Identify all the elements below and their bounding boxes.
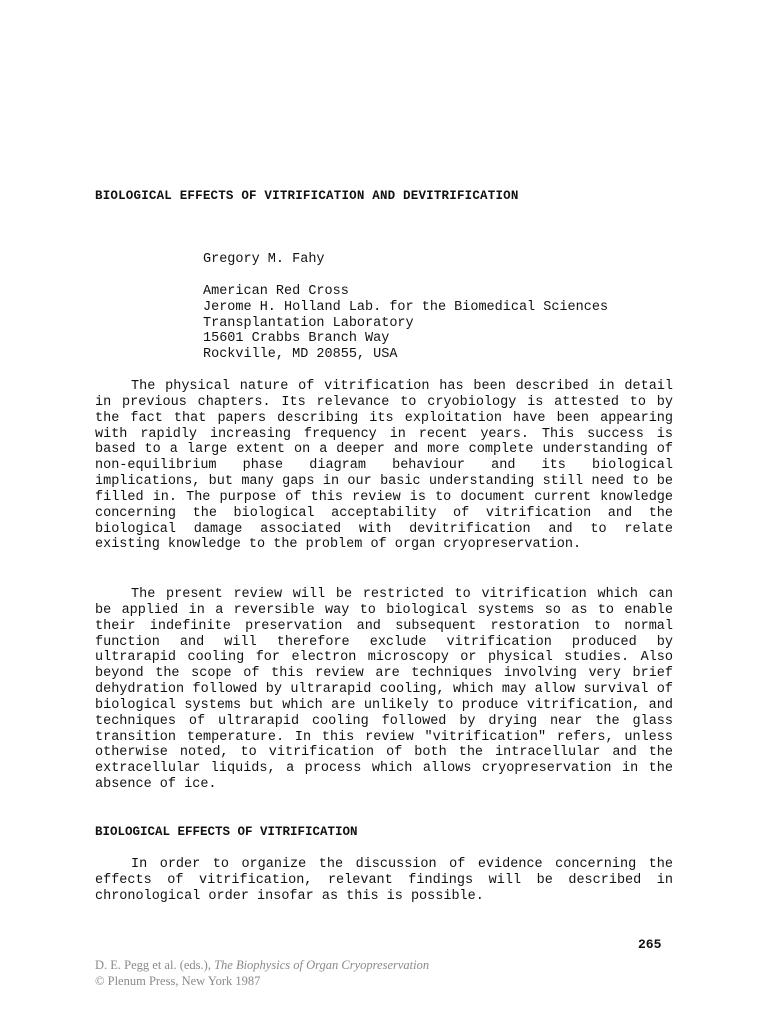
affiliation-line: Rockville, MD 20855, USA — [203, 347, 398, 363]
affiliation-line: Transplantation Laboratory — [203, 315, 414, 331]
footer-editors: D. E. Pegg et al. (eds.), — [95, 958, 215, 972]
footer-citation-line-1 — [95, 957, 429, 973]
footer-copyright: © Plenum Press, New York 1987 — [95, 974, 261, 988]
article-title: BIOLOGICAL EFFECTS OF VITRIFICATION AND DEVITRIFICATION — [95, 189, 519, 203]
body-paragraph-1: The physical nature of vitrification has been described in detail in previous chapters. Its relevance to cryobiology is attested to by the fact that papers describing its exploitation have been appearing with rapidly increasing frequency in recent years. This success is based to a large extent on a deeper and more complete understanding of non-equilibrium phase diagram behaviour and its biological implications, but many gaps in our basic understanding still need to be filled in. The purpose of this review is to document current knowledge concerning the biological acceptability of vitrification and the biological damage associated with devitrification and to relate existing knowledge to the problem of organ cryopreservation. — [95, 379, 673, 553]
footer-citation — [95, 957, 429, 989]
body-paragraph-3: In order to organize the discussion of evidence concerning the effects of vitrification, relevant findings will be described in chronological order insofar as this is possible. — [95, 857, 673, 904]
author-name: Gregory M. Fahy — [203, 252, 325, 267]
affiliation-line: American Red Cross — [203, 284, 349, 299]
page-number: 265 — [638, 937, 662, 952]
section-heading: BIOLOGICAL EFFECTS OF VITRIFICATION — [95, 825, 358, 839]
affiliation-line: Jerome H. Holland Lab. for the Biomedical Sciences — [203, 299, 609, 315]
affiliation-block — [203, 284, 608, 363]
body-paragraph-2: The present review will be restricted to vitrification which can be applied in a reversible way to biological systems so as to enable their indefinite preservation and subsequent restoration to normal function and will therefore exclude vitrification produced by ultrarapid cooling for electron microscopy or physical studies. Also beyond the scope of this review are techniques involving very brief dehydration followed by ultrarapid cooling, which may allow survival of biological systems but which are unlikely to produce vitrification, and techniques of ultrarapid cooling followed by drying near the glass transition temperature. In this review "vitrification" refers, unless otherwise noted, to vitrification of both the intracellular and the extracellular liquids, a process which allows cryopreservation in the absence of ice. — [95, 587, 673, 793]
footer-book-title: The Biophysics of Organ Cryopreservation — [214, 958, 430, 972]
affiliation-line: 15601 Crabbs Branch Way — [203, 331, 390, 347]
